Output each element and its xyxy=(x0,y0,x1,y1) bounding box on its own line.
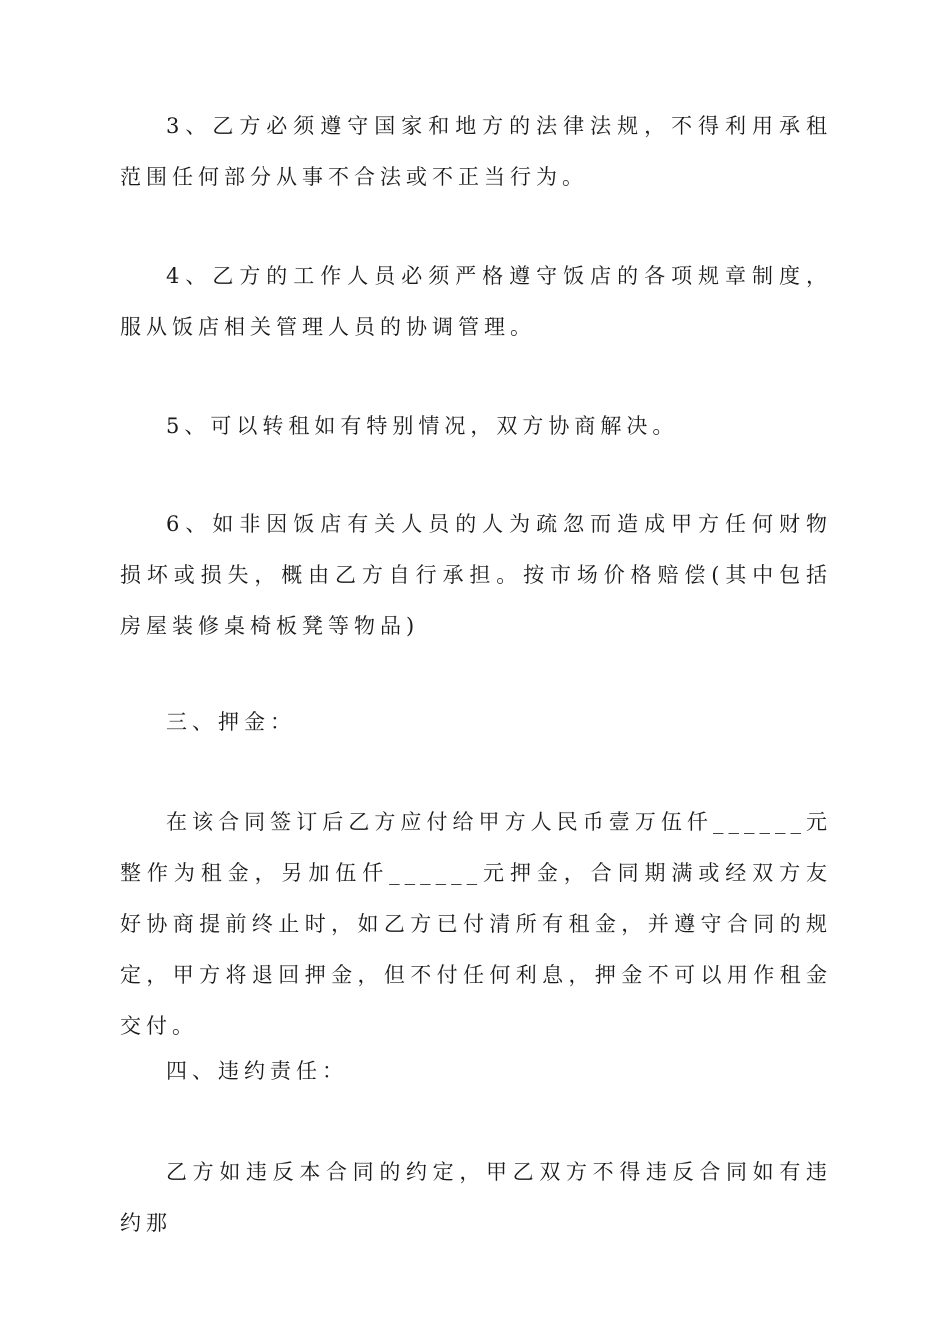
section-liability-heading: 四、违约责任： xyxy=(166,1059,348,1083)
clause-4-paragraph: 4、乙方的工作人员必须严格遵守饭店的各项规章制度，服从饭店相关管理人员的协调管理。 xyxy=(120,264,832,339)
clause-6-paragraph: 6、如非因饭店有关人员的人为疏忽而造成甲方任何财物损坏或损失，概由乙方自行承担。按市场价格赔偿(其中包括房屋装修桌椅板凳等物品) xyxy=(120,512,832,638)
clause-3-paragraph: 3、乙方必须遵守国家和地方的法律法规，不得利用承租范围任何部分从事不合法或不正当行为。 xyxy=(120,114,832,189)
clause-5-paragraph: 5、可以转租如有特别情况，双方协商解决。 xyxy=(166,414,679,438)
liability-paragraph: 乙方如违反本合同的约定，甲乙双方不得违反合同如有违约那 xyxy=(120,1160,832,1235)
section-deposit-heading: 三、押金： xyxy=(166,710,296,734)
deposit-paragraph: 在该合同签订后乙方应付给甲方人民币壹万伍仟______元整作为租金，另加伍仟______元押金，合同期满或经双方友好协商提前终止时，如乙方已付清所有租金，并遵守合同的规定，甲方将退回押金，但不付任何利息，押金不可以用作租金交付。 xyxy=(120,810,832,1038)
